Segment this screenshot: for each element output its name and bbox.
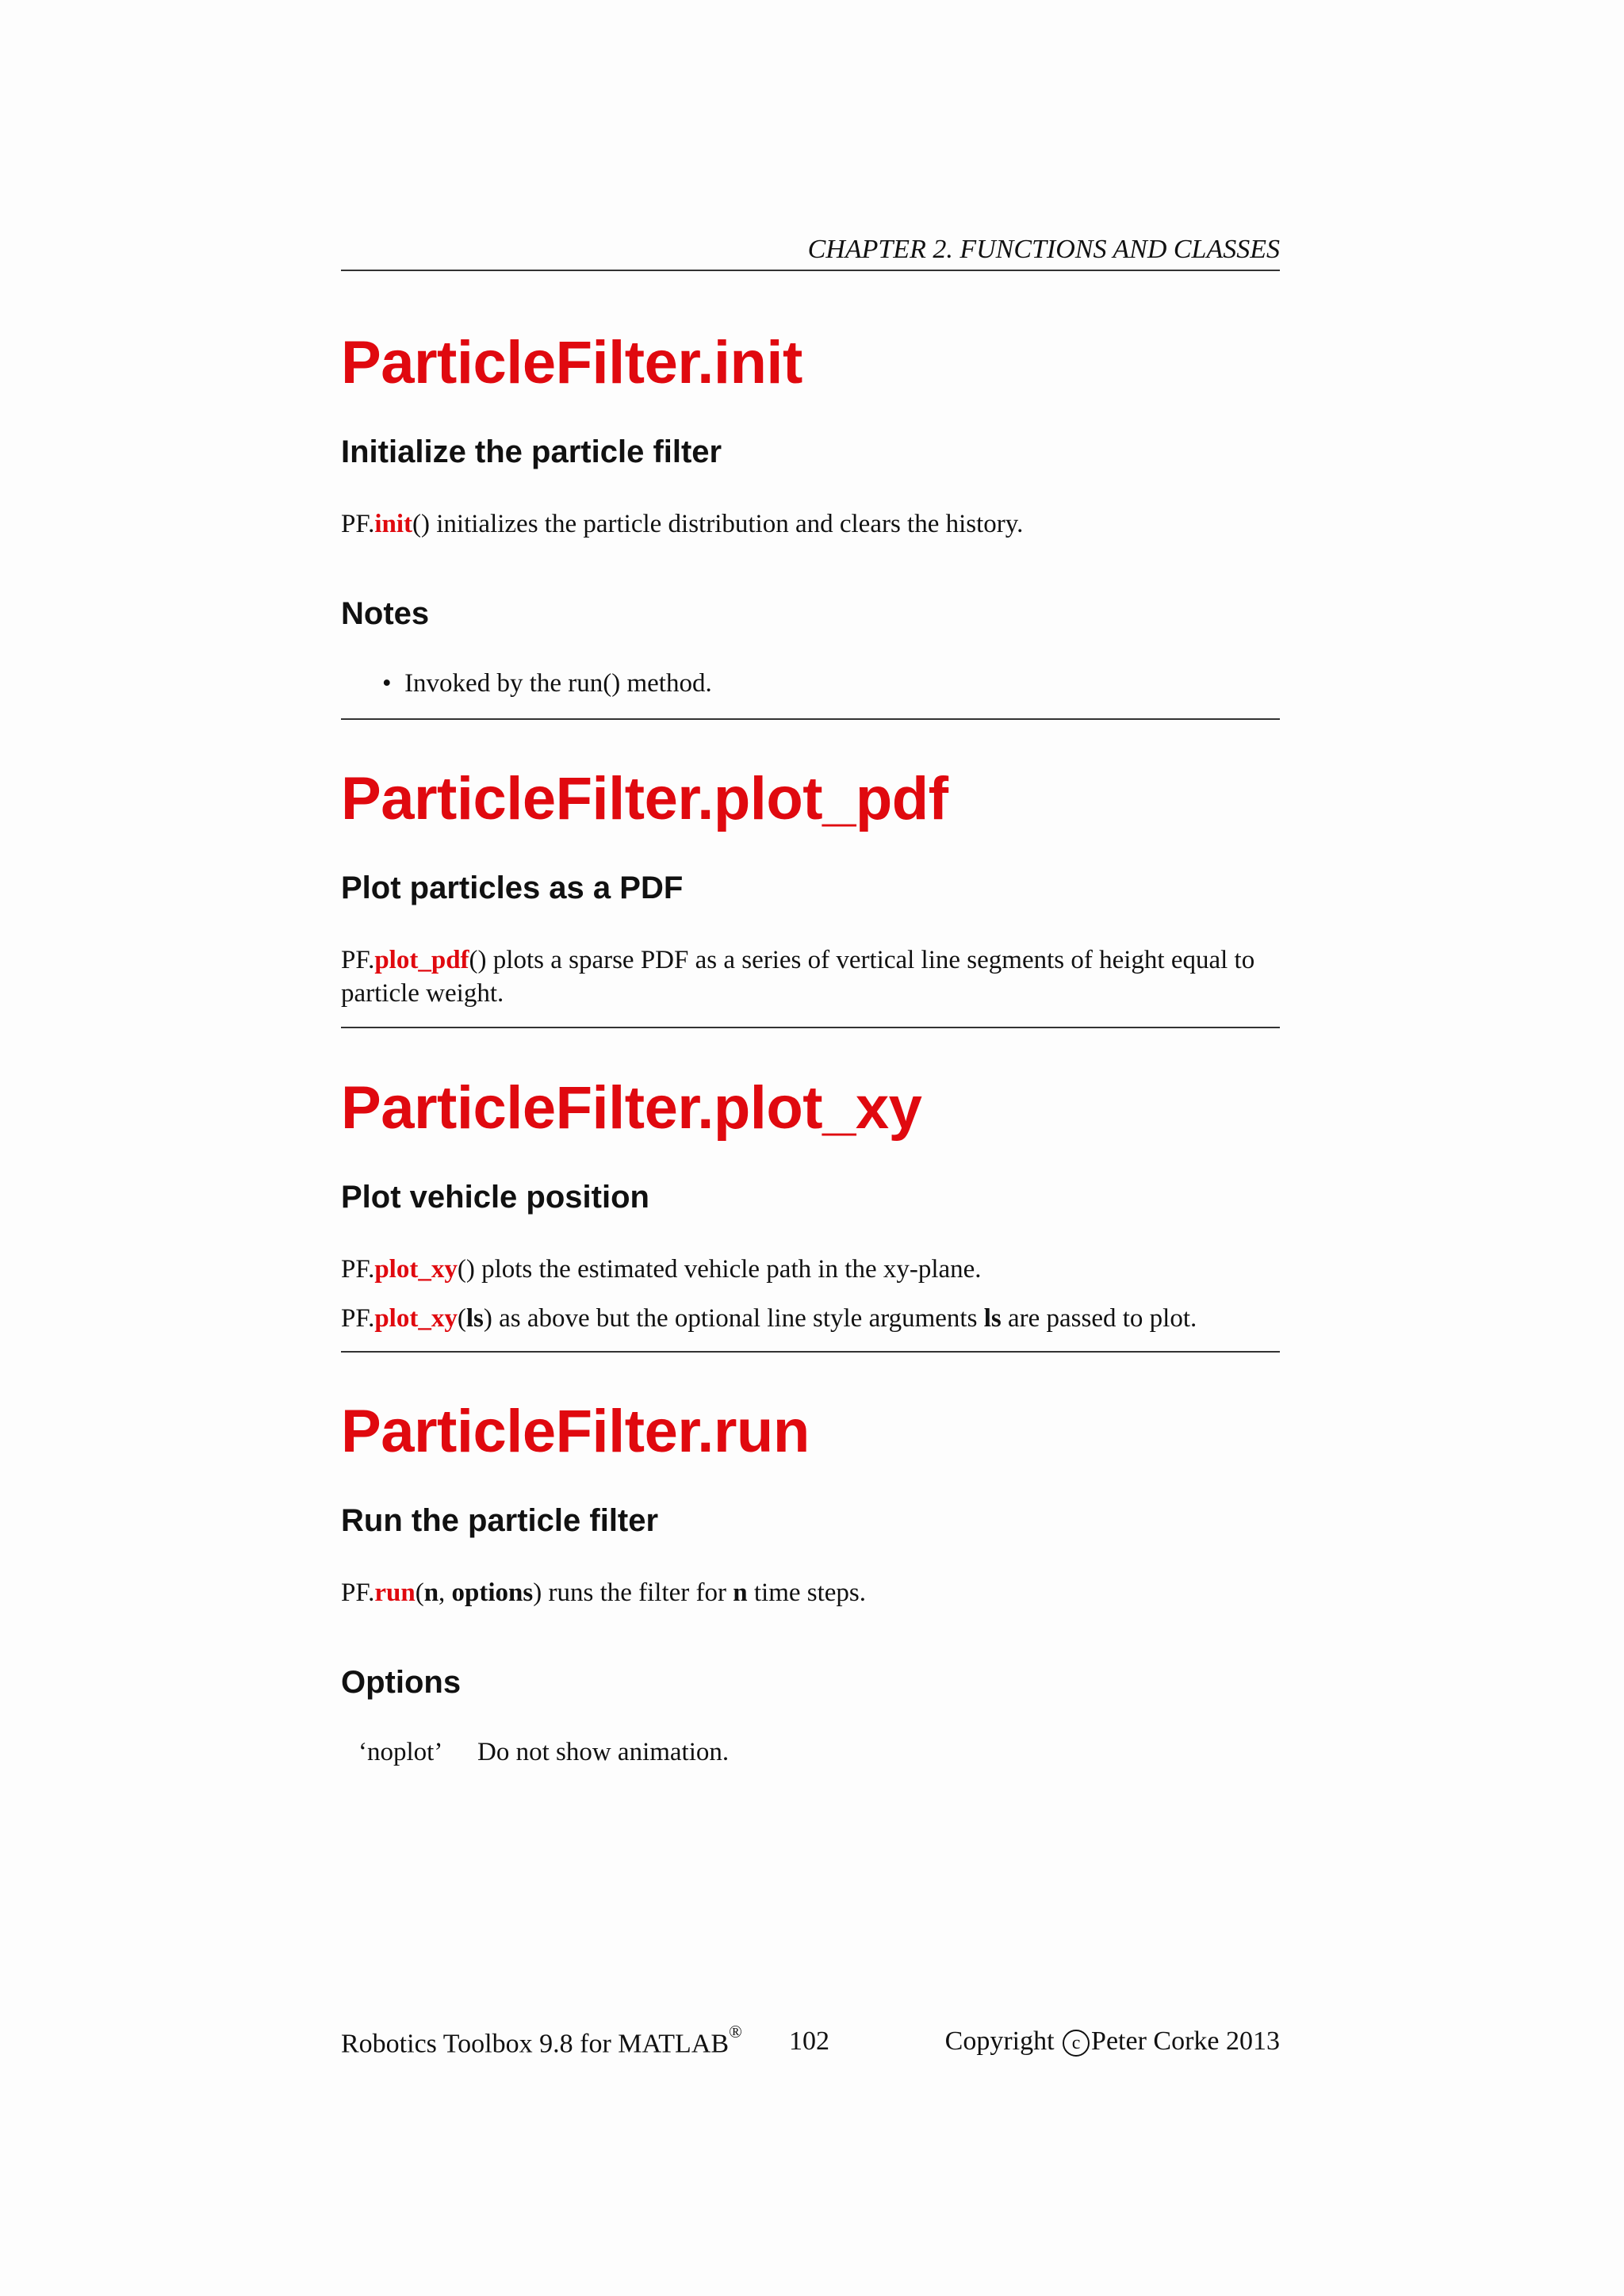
registered-mark: ® — [729, 2022, 742, 2042]
section-subtitle-plot-xy: Plot vehicle position — [341, 1180, 649, 1215]
section-desc-plot-xy-1 — [341, 1253, 1280, 1286]
arg-ls: ls — [465, 1304, 484, 1333]
desc-text: () plots the estimated vehicle path in the xy-plane. — [457, 1255, 982, 1284]
section-divider — [341, 718, 1280, 720]
arg-n: n — [733, 1578, 748, 1607]
note-text: Invoked by the run() method. — [404, 669, 712, 698]
desc-text: () plots a sparse PDF as a series of vertical line segments of height equal to — [469, 946, 1255, 974]
note-bullet: • Invoked by the run() method. — [382, 669, 712, 698]
desc-text-continued: particle weight. — [341, 979, 504, 1008]
section-subtitle-run: Run the particle filter — [341, 1503, 659, 1538]
footer-title: Robotics Toolbox 9.8 for MATLAB — [341, 2029, 730, 2059]
option-key: ‘noplot’ — [358, 1738, 443, 1766]
section-desc-run — [341, 1576, 1280, 1609]
func-name-plot-xy: plot_xy — [374, 1304, 458, 1333]
section-divider — [341, 1027, 1280, 1028]
section-desc-plot-xy-2 — [341, 1302, 1280, 1335]
section-title-init: ParticleFilter.init — [341, 329, 802, 396]
desc-text: () initializes the particle distribution and clears the history. — [412, 510, 1024, 538]
func-name-plot-pdf: plot_pdf — [374, 946, 469, 974]
desc-prefix: PF. — [341, 510, 375, 538]
func-name-plot-xy: plot_xy — [374, 1255, 458, 1284]
copyright-holder: Peter Corke 2013 — [1091, 2026, 1280, 2056]
desc-text: ) as above but the optional line style arguments — [483, 1304, 984, 1333]
section-desc-plot-pdf — [341, 943, 1280, 1010]
desc-text: ) runs the filter for — [533, 1578, 733, 1607]
paren: ( — [457, 1304, 466, 1333]
footer-right — [945, 2026, 1280, 2057]
arg-n: n — [423, 1578, 439, 1607]
desc-prefix: PF. — [341, 1304, 375, 1333]
section-desc-init — [341, 507, 1280, 541]
section-title-run: ParticleFilter.run — [341, 1398, 810, 1465]
desc-prefix: PF. — [341, 946, 375, 974]
running-head: CHAPTER 2. FUNCTIONS AND CLASSES — [341, 235, 1280, 271]
copyright-prefix: Copyright — [944, 2026, 1062, 2056]
page-number: 102 — [789, 2026, 829, 2056]
paren: ( — [415, 1578, 424, 1607]
section-divider — [341, 1351, 1280, 1353]
desc-prefix: PF. — [341, 1578, 375, 1607]
func-name-run: run — [374, 1578, 416, 1607]
comma: , — [439, 1578, 452, 1607]
section-title-plot-pdf: ParticleFilter.plot_pdf — [341, 765, 948, 832]
section-subtitle-init: Initialize the particle filter — [341, 434, 722, 469]
footer-left — [341, 2022, 742, 2059]
desc-text: time steps. — [747, 1578, 867, 1607]
notes-heading: Notes — [341, 596, 430, 631]
arg-options: options — [451, 1578, 534, 1607]
arg-ls: ls — [983, 1304, 1002, 1333]
desc-prefix: PF. — [341, 1255, 375, 1284]
section-subtitle-plot-pdf: Plot particles as a PDF — [341, 871, 684, 905]
func-name-init: init — [374, 510, 413, 538]
section-title-plot-xy: ParticleFilter.plot_xy — [341, 1074, 922, 1142]
copyright-icon: c — [1063, 2030, 1090, 2057]
options-heading: Options — [341, 1665, 462, 1700]
option-desc: Do not show animation. — [477, 1738, 730, 1766]
desc-text: are passed to plot. — [1001, 1304, 1197, 1333]
option-row — [358, 1738, 729, 1767]
